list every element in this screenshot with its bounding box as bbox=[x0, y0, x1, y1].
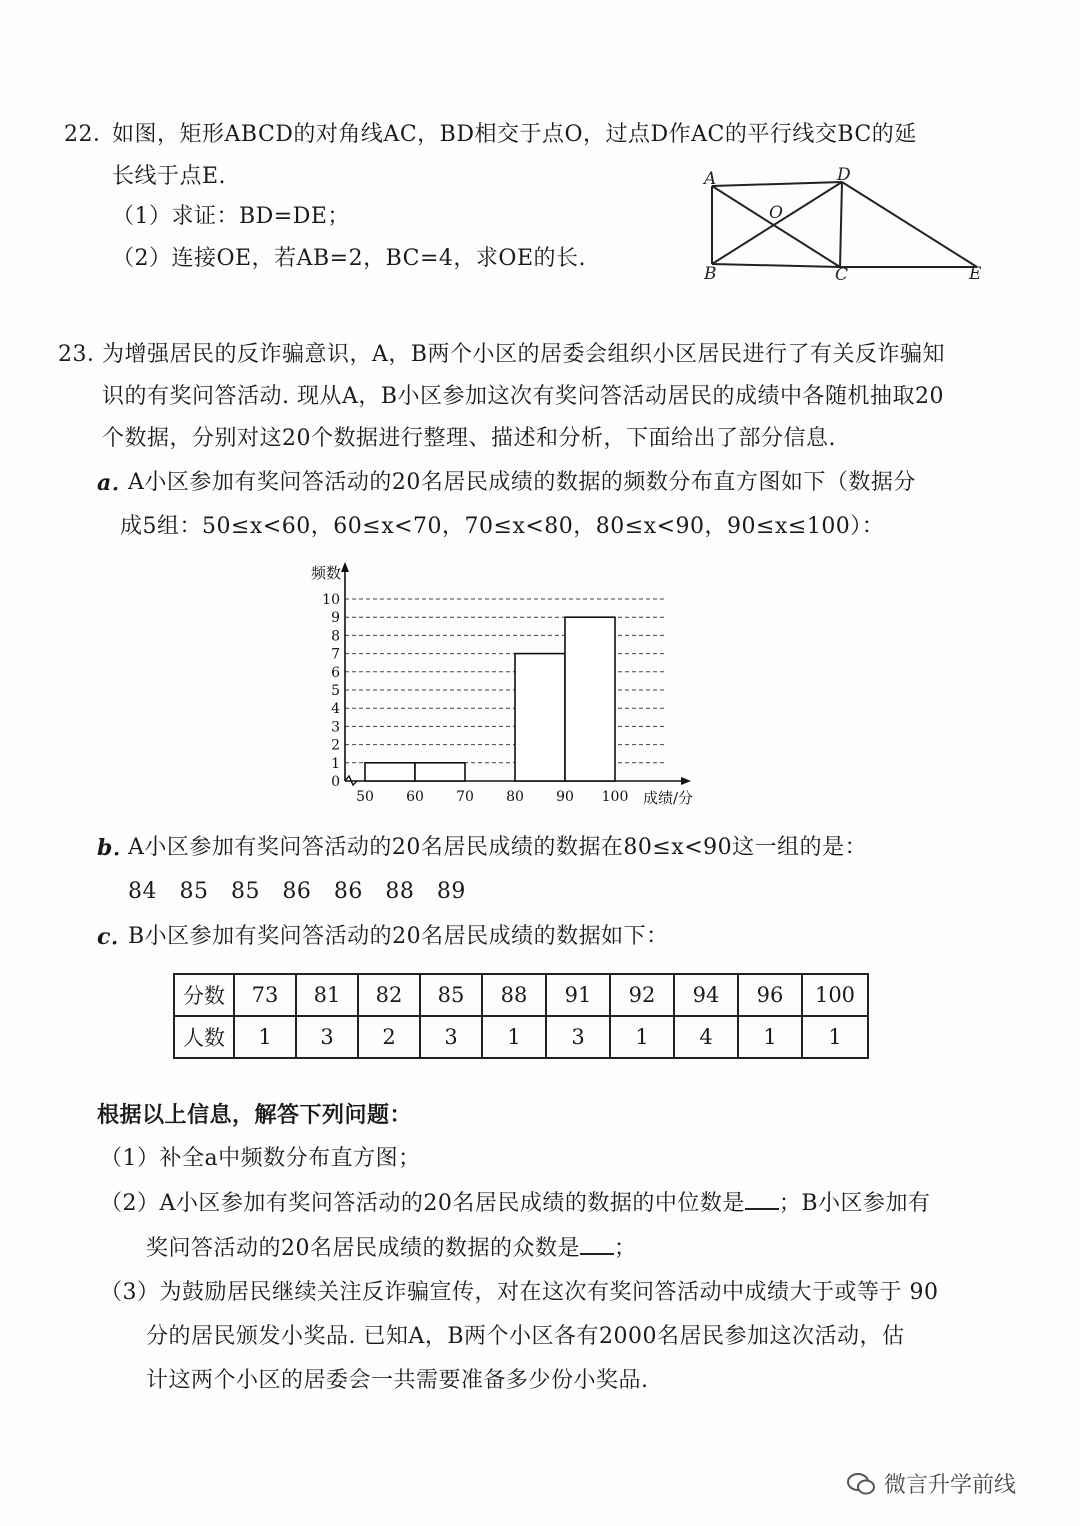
y-tick-label: 2 bbox=[331, 737, 340, 754]
x-tick-label: 90 bbox=[556, 789, 574, 805]
q23-stem-line1: 为增强居民的反诈骗意识，A，B两个小区的居委会组织小区居民进行了有关反诈骗知 bbox=[102, 342, 946, 367]
table-row-scores bbox=[174, 974, 868, 1016]
sub2-text-c: 奖问答活动的20名居民成绩的数据的众数是 bbox=[146, 1236, 580, 1261]
y-tick-label: 3 bbox=[331, 719, 340, 736]
x-axis-arrow bbox=[681, 777, 691, 785]
q23-a-line2: 成5组：50≤x<60，60≤x<70，70≤x<80，80≤x<90，90≤x≤100）： bbox=[120, 514, 885, 539]
rectangle-figure bbox=[695, 160, 995, 285]
watermark-text: 微言升学前线 bbox=[884, 1473, 1017, 1498]
sub-question-3-line3: 计这两个小区的居委会一共需要准备多少份小奖品. bbox=[146, 1368, 649, 1393]
table-cell: 100 bbox=[802, 974, 868, 1016]
sub2-text-d: ； bbox=[614, 1236, 637, 1261]
y-tick-label: 8 bbox=[331, 628, 340, 645]
watermark bbox=[846, 1468, 1016, 1499]
table-cell: 92 bbox=[610, 974, 674, 1016]
y-tick-label: 5 bbox=[331, 683, 340, 699]
q22-part2: （2）连接OE，若AB=2，BC=4，求OE的长. bbox=[112, 246, 587, 271]
label-A: A bbox=[704, 169, 717, 189]
table-cell: 96 bbox=[738, 974, 802, 1016]
y-axis-arrow bbox=[341, 562, 349, 572]
table-header-count: 人数 bbox=[174, 1016, 234, 1058]
q23-c-line1: B小区参加有奖问答活动的20名居民成绩的数据如下： bbox=[128, 924, 669, 949]
table-row-counts bbox=[174, 1016, 868, 1058]
label-O: O bbox=[769, 203, 783, 223]
table-cell: 88 bbox=[482, 974, 546, 1016]
sub-question-1: （1）补全a中频数分布直方图； bbox=[100, 1146, 421, 1171]
y-axis-label: 频数 bbox=[311, 564, 342, 582]
q23-stem-line2: 识的有奖问答活动. 现从A，B小区参加这次有奖问答活动居民的成绩中各随机抽取20 bbox=[102, 384, 945, 409]
table-cell: 2 bbox=[358, 1016, 420, 1058]
x-tick-label: 80 bbox=[506, 789, 524, 805]
histogram-bar bbox=[365, 763, 415, 781]
sub-question-3-line2: 分的居民颁发小奖品. 已知A，B两个小区各有2000名居民参加这次活动，估 bbox=[146, 1324, 905, 1349]
answer-blank-mode[interactable] bbox=[580, 1233, 614, 1255]
table-cell: 1 bbox=[738, 1016, 802, 1058]
sub2-text-a: （2）A小区参加有奖问答活动的20名居民成绩的数据的中位数是 bbox=[100, 1191, 745, 1216]
y-tick-label: 4 bbox=[331, 701, 340, 718]
sub-question-2-line1 bbox=[100, 1188, 931, 1219]
table-cell: 94 bbox=[674, 974, 738, 1016]
y-tick-label: 10 bbox=[322, 592, 340, 608]
x-tick-label: 50 bbox=[356, 789, 374, 805]
table-cell: 1 bbox=[482, 1016, 546, 1058]
label-B: B bbox=[704, 264, 717, 284]
x-tick-label: 60 bbox=[406, 789, 424, 805]
q23-a-label: a． bbox=[97, 470, 135, 496]
y-tick-label: 6 bbox=[331, 664, 340, 681]
histogram-bar bbox=[565, 617, 615, 781]
y-tick-label: 7 bbox=[331, 646, 340, 663]
x-tick-label: 100 bbox=[601, 789, 629, 805]
label-D: D bbox=[837, 165, 851, 185]
table-cell: 1 bbox=[610, 1016, 674, 1058]
y-tick-label: 1 bbox=[331, 755, 340, 772]
table-cell: 3 bbox=[296, 1016, 358, 1058]
answer-blank-median[interactable] bbox=[745, 1188, 779, 1210]
label-C: C bbox=[835, 265, 849, 285]
table-cell: 3 bbox=[546, 1016, 610, 1058]
table-cell: 1 bbox=[802, 1016, 868, 1058]
b-scores-table bbox=[173, 973, 869, 1059]
q23-b-label: b． bbox=[97, 835, 136, 861]
sub-question-3-line1: （3）为鼓励居民继续关注反诈骗宣传，对在这次有奖问答活动中成绩大于或等于 90 bbox=[100, 1280, 939, 1305]
frequency-histogram bbox=[290, 558, 710, 808]
table-cell: 91 bbox=[546, 974, 610, 1016]
q22-part1: （1）求证：BD=DE； bbox=[112, 204, 350, 229]
table-cell: 73 bbox=[234, 974, 296, 1016]
q22-stem-line2: 长线于点E. bbox=[112, 164, 227, 189]
q23-a-line1: A小区参加有奖问答活动的20名居民成绩的数据的频数分布直方图如下（数据分 bbox=[128, 470, 916, 495]
table-cell: 1 bbox=[234, 1016, 296, 1058]
y-tick-label: 9 bbox=[331, 610, 340, 627]
q22-stem-line1: 如图，矩形ABCD的对角线AC，BD相交于点O，过点D作AC的平行线交BC的延 bbox=[112, 122, 917, 147]
label-E: E bbox=[969, 264, 982, 284]
q23-b-values: 84 85 85 86 86 88 89 bbox=[128, 879, 466, 904]
sub2-text-b: ；B小区参加有 bbox=[778, 1191, 931, 1216]
table-cell: 4 bbox=[674, 1016, 738, 1058]
table-cell: 85 bbox=[420, 974, 482, 1016]
q23-number: 23． bbox=[58, 342, 110, 367]
q23-c-label: c． bbox=[97, 924, 134, 950]
histogram-bar bbox=[515, 654, 565, 781]
histogram-bar bbox=[415, 763, 465, 781]
table-cell: 82 bbox=[358, 974, 420, 1016]
y-tick-label: 0 bbox=[331, 774, 340, 790]
sub-question-2-line2 bbox=[146, 1233, 637, 1264]
q23-stem-line3: 个数据，分别对这20个数据进行整理、描述和分析，下面给出了部分信息. bbox=[102, 426, 836, 451]
x-tick-label: 70 bbox=[456, 789, 474, 805]
table-cell: 3 bbox=[420, 1016, 482, 1058]
questions-intro: 根据以上信息，解答下列问题： bbox=[97, 1102, 413, 1128]
x-axis-label: 成绩/分 bbox=[643, 789, 694, 807]
q22-number: 22． bbox=[64, 122, 116, 147]
table-header-score: 分数 bbox=[174, 974, 234, 1016]
q23-b-line1: A小区参加有奖问答活动的20名居民成绩的数据在80≤x<90这一组的是： bbox=[128, 835, 868, 860]
table-cell: 81 bbox=[296, 974, 358, 1016]
wechat-icon bbox=[846, 1471, 876, 1497]
